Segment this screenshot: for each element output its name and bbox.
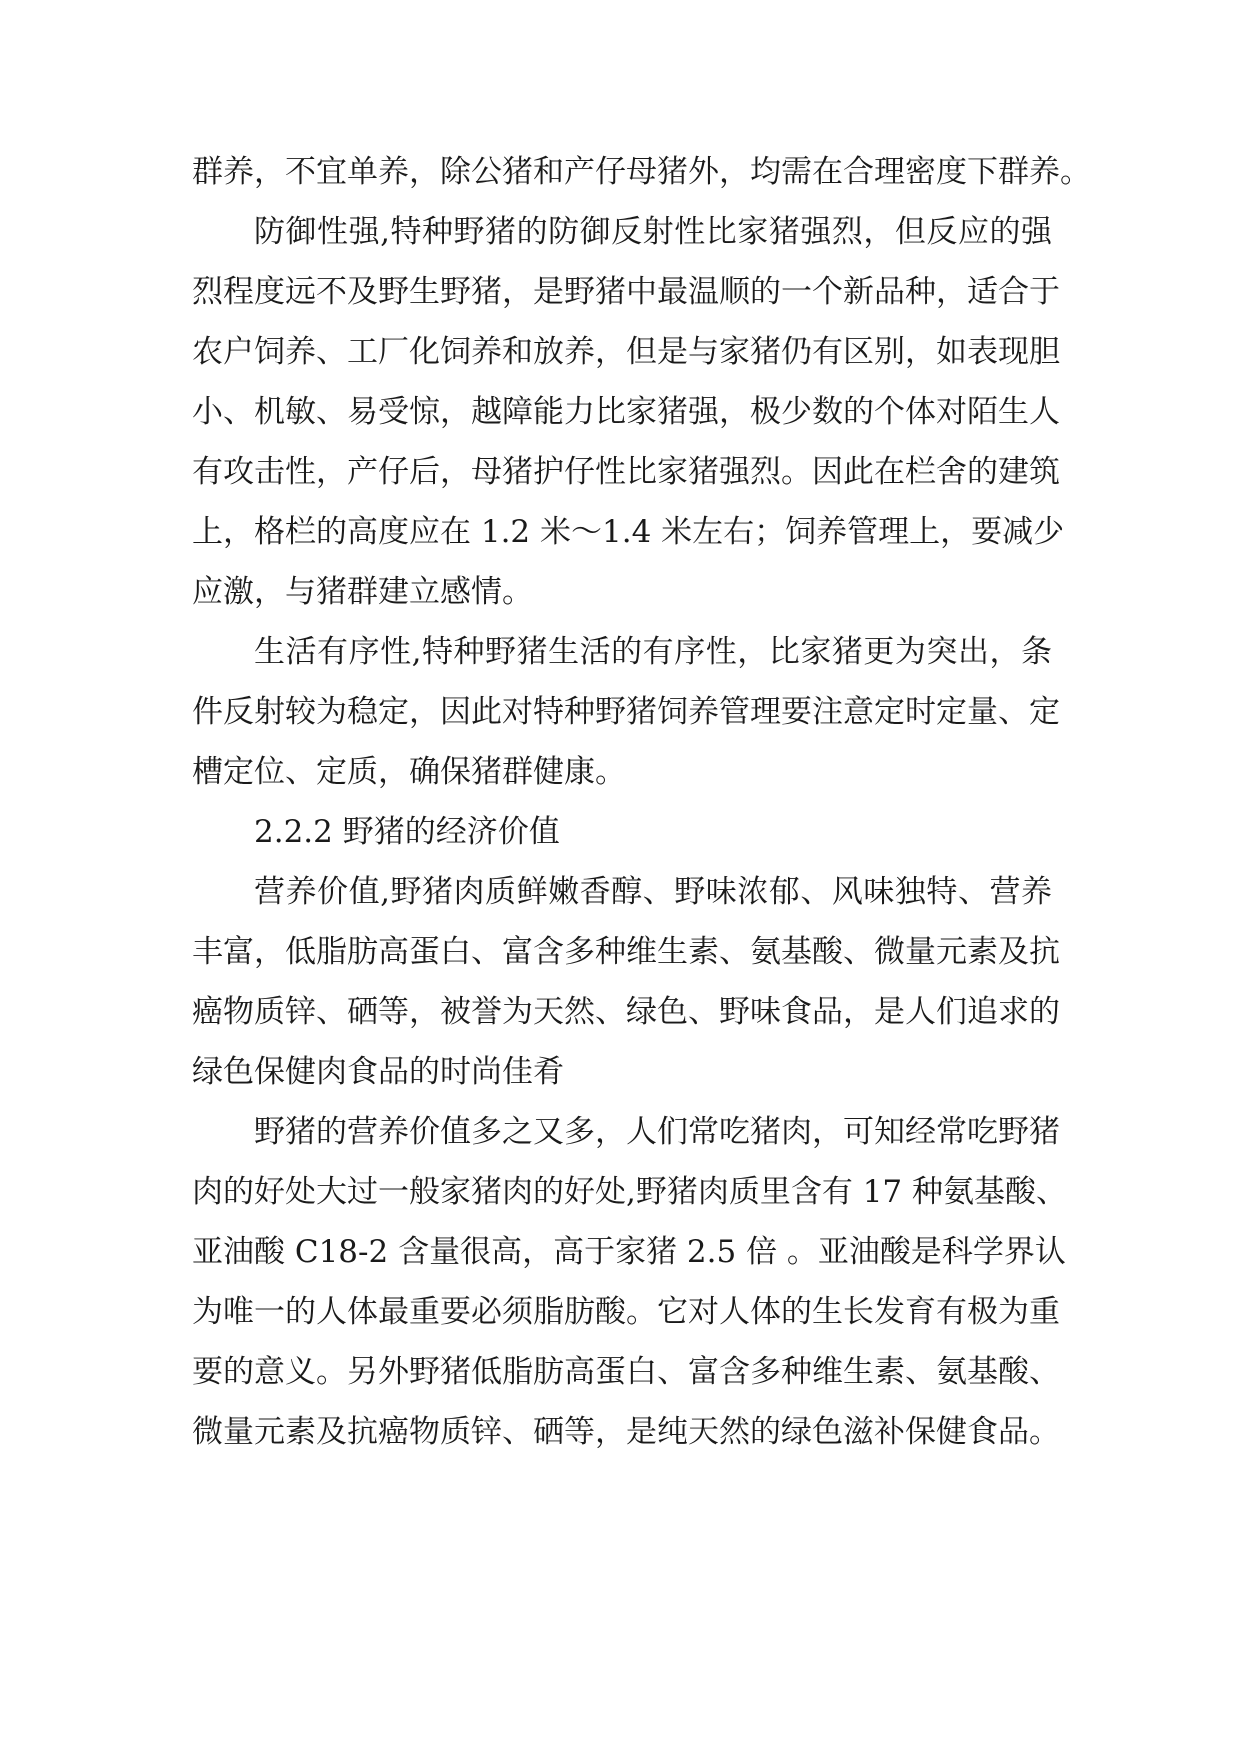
section-heading: 2.2.2 野猪的经济价值 (254, 814, 560, 850)
text-line-7: 上，格栏的高度应在 1.2 米～1.4 米左右；饲养管理上，要减少 (192, 514, 1065, 550)
text-line-2: 防御性强,特种野猪的防御反射性比家猪强烈，但反应的强 (254, 214, 1052, 250)
text-line-18: 肉的好处大过一般家猪肉的好处,野猪肉质里含有 17 种氨基酸、 (192, 1174, 1068, 1210)
text-line-13: 营养价值,野猪肉质鲜嫩香醇、野味浓郁、风味独特、营养 (254, 874, 1052, 910)
text-line-15: 癌物质锌、硒等，被誉为天然、绿色、野味食品，是人们追求的 (192, 994, 1060, 1030)
text-line-10: 件反射较为稳定，因此对特种野猪饲养管理要注意定时定量、定 (192, 694, 1060, 730)
text-line-19: 亚油酸 C18-2 含量很高，高于家猪 2.5 倍 。亚油酸是科学界认 (192, 1234, 1066, 1270)
text-line-8: 应激，与猪群建立感情。 (192, 574, 533, 610)
text-line-1: 群养，不宜单养，除公猪和产仔母猪外，均需在合理密度下群养。 (192, 154, 1091, 190)
text-line-17: 野猪的营养价值多之又多，人们常吃猪肉，可知经常吃野猪 (254, 1114, 1060, 1150)
text-line-11: 槽定位、定质，确保猪群健康。 (192, 754, 626, 790)
text-line-20: 为唯一的人体最重要必须脂肪酸。它对人体的生长发育有极为重 (192, 1294, 1060, 1330)
text-line-22: 微量元素及抗癌物质锌、硒等，是纯天然的绿色滋补保健食品。 (192, 1414, 1060, 1450)
text-line-21: 要的意义。另外野猪低脂肪高蛋白、富含多种维生素、氨基酸、 (192, 1354, 1060, 1390)
text-line-14: 丰富，低脂肪高蛋白、富含多种维生素、氨基酸、微量元素及抗 (192, 934, 1060, 970)
text-line-16: 绿色保健肉食品的时尚佳肴 (192, 1054, 564, 1090)
text-line-5: 小、机敏、易受惊，越障能力比家猪强，极少数的个体对陌生人 (192, 394, 1060, 430)
text-line-9: 生活有序性,特种野猪生活的有序性，比家猪更为突出，条 (254, 634, 1052, 670)
text-line-6: 有攻击性，产仔后，母猪护仔性比家猪强烈。因此在栏舍的建筑 (192, 454, 1060, 490)
text-line-4: 农户饲养、工厂化饲养和放养，但是与家猪仍有区别，如表现胆 (192, 334, 1060, 370)
text-line-3: 烈程度远不及野生野猪，是野猪中最温顺的一个新品种，适合于 (192, 274, 1060, 310)
